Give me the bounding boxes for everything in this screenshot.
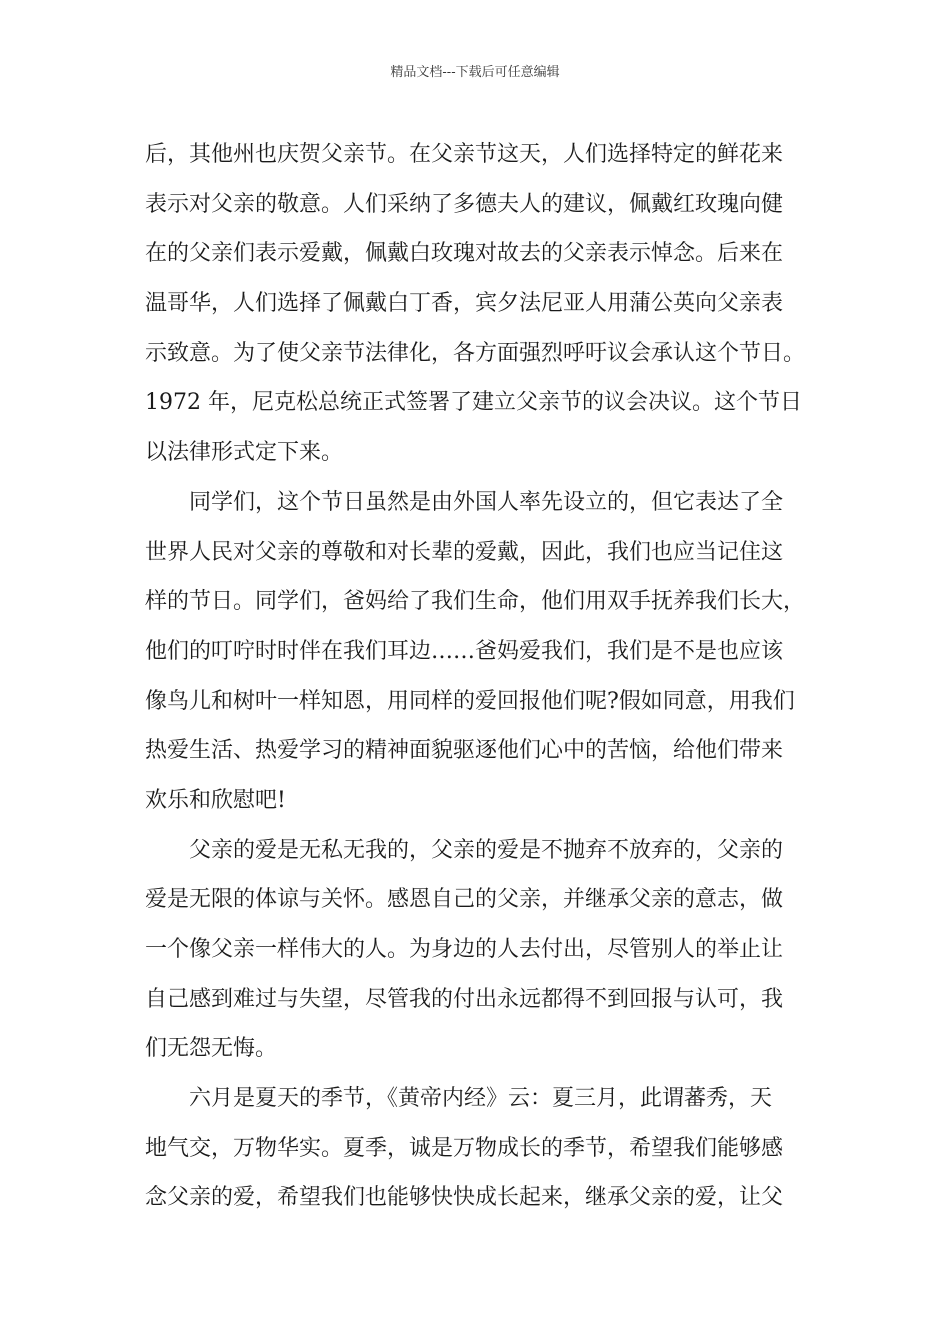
text-line: 温哥华，人们选择了佩戴白丁香，宾夕法尼亚人用蒲公英向父亲表 xyxy=(145,291,784,317)
page-header: 精品文档---下载后可任意编辑 xyxy=(390,65,560,80)
text-line: 念父亲的爱，希望我们也能够快快成长起来，继承父亲的爱，让父 xyxy=(145,1185,784,1211)
text-line: 1972 年，尼克松总统正式签署了建立父亲节的议会决议。这个节日 xyxy=(145,390,802,416)
text-line: 以法律形式定下来。 xyxy=(145,440,344,466)
paragraph-2 xyxy=(145,478,815,826)
paragraph-3 xyxy=(145,826,815,1074)
paragraph-4 xyxy=(145,1074,815,1223)
document-body xyxy=(145,130,815,1223)
text-line: 表示对父亲的敬意。人们采纳了多德夫人的建议，佩戴红玫瑰向健 xyxy=(145,191,784,217)
text-line: 同学们，这个节日虽然是由外国人率先设立的，但它表达了全 xyxy=(189,489,784,515)
text-line: 自己感到难过与失望，尽管我的付出永远都得不到回报与认可，我 xyxy=(145,986,784,1012)
text-line: 在的父亲们表示爱戴，佩戴白玫瑰对故去的父亲表示悼念。后来在 xyxy=(145,241,784,267)
text-line: 世界人民对父亲的尊敬和对长辈的爱戴，因此，我们也应当记住这 xyxy=(145,539,784,565)
paragraph-1 xyxy=(145,130,815,478)
text-line: 示致意。为了使父亲节法律化，各方面强烈呼吁议会承认这个节日。 xyxy=(145,340,806,366)
text-line: 后，其他州也庆贺父亲节。在父亲节这天，人们选择特定的鲜花来 xyxy=(145,142,784,167)
text-line: 父亲的爱是无私无我的，父亲的爱是不抛弃不放弃的，父亲的 xyxy=(189,837,784,863)
text-line: 热爱生活、热爱学习的精神面貌驱逐他们心中的苦恼，给他们带来 xyxy=(145,738,784,764)
text-line: 爱是无限的体谅与关怀。感恩自己的父亲，并继承父亲的意志，做 xyxy=(145,887,784,913)
text-line: 们无怨无悔。 xyxy=(145,1036,278,1062)
text-line: 他们的叮咛时时伴在我们耳边……爸妈爱我们，我们是不是也应该 xyxy=(145,638,784,664)
text-line: 一个像父亲一样伟大的人。为身边的人去付出，尽管别人的举止让 xyxy=(145,937,784,962)
text-line: 地气交，万物华实。夏季，诚是万物成长的季节，希望我们能够感 xyxy=(145,1135,784,1161)
text-line: 像鸟儿和树叶一样知恩，用同样的爱回报他们呢?假如同意，用我们 xyxy=(145,688,795,714)
text-line: 六月是夏天的季节，《黄帝内经》云：夏三月，此谓蕃秀，天 xyxy=(189,1086,773,1112)
text-line: 样的节日。同学们，爸妈给了我们生命，他们用双手抚养我们长大， xyxy=(145,589,806,615)
text-line: 欢乐和欣慰吧! xyxy=(145,787,286,813)
